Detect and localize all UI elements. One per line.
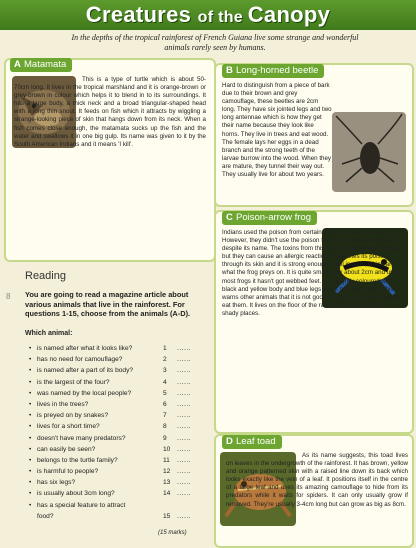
question-row <box>25 477 210 488</box>
question-text: has a special feature to attract <box>37 501 126 509</box>
title-word-canopy: Canopy <box>247 2 331 27</box>
question-row <box>25 377 210 388</box>
section-name: Leaf toad <box>236 436 276 447</box>
question-text: food? <box>37 512 54 520</box>
answer-blank[interactable]: ...... <box>177 356 191 364</box>
question-row <box>25 444 210 455</box>
answer-blank[interactable]: ...... <box>177 389 191 397</box>
question-text: is usually about 3cm long? <box>37 490 115 498</box>
bullet: • <box>29 423 32 431</box>
bullet: • <box>29 367 32 375</box>
question-number: 10 <box>163 445 171 453</box>
question-row <box>25 410 210 421</box>
section-name: Poison-arrow frog <box>236 212 311 223</box>
section-a-text: This is a type of turtle which is about 50-70cm long. It lives in the tropical marshland and it is orange-brown or grey-brown in colour which helps it to blend in to its surroundings. It has a large body, a thick neck and a broad triangular-shaped head with a long thin snout. It feeds on fish which it attracts by wiggling a strange-looking piece of skin that hangs down from its neck. When a fish comes close enough, the matamata sucks up the fish and the water and swallows it in one big gulp. Its name was given to it by the South American Indians and it means 'I kill'. <box>14 76 206 148</box>
title-banner <box>0 0 416 30</box>
section-name: Long-horned beetle <box>236 65 319 76</box>
question-number: 8 <box>163 423 167 431</box>
bullet: • <box>29 345 32 352</box>
marks-label: (15 marks) <box>158 530 187 536</box>
question-text: is preyed on by snakes? <box>37 412 109 420</box>
question-text: can easily be seen? <box>37 445 96 453</box>
question-row <box>25 511 210 522</box>
section-d-text: As its name suggests, this toad lives on leaves in the undergrowth of the rainforest. It has brown, yellow and orange patterned skin with a raised line down its back which looks exactly like the vein of a leaf. It positions itself in the centre of a large leaf and uses its amazing camouflage to hide from its predators while it waits for spiders. It can only usually grow if removed. They're usually 3-4cm long but can grow as big as 8cm. <box>226 452 408 508</box>
answer-blank[interactable]: ...... <box>177 512 191 520</box>
question-row <box>25 466 210 477</box>
bullet: • <box>29 356 32 364</box>
bullet: • <box>29 389 32 397</box>
question-row <box>25 399 210 410</box>
question-number: 7 <box>163 412 167 420</box>
section-d-header <box>222 435 282 449</box>
question-text: is the largest of the four? <box>37 378 110 386</box>
question-text: was named by the local people? <box>37 389 132 397</box>
question-row <box>25 365 210 376</box>
bullet: • <box>29 445 32 453</box>
section-a-header <box>10 58 72 72</box>
reading-instructions: You are going to read a magazine article about various animals that live in the rainforest. For questions 1-15, choose from the animals (A-D). <box>25 290 191 318</box>
intro-text: In the depths of the tropical rainforest of French Guiana live some strange and wonderful animals rarely seen by humans. <box>71 33 359 52</box>
bullet: • <box>29 490 32 498</box>
question-number: 3 <box>163 367 167 375</box>
section-letter: D <box>226 436 233 447</box>
bullet: • <box>29 456 32 464</box>
question-text: belongs to the turtle family? <box>37 456 118 464</box>
question-row <box>25 388 210 399</box>
section-c-text: Indians used the poison from certain frogs to tip their arrows. However, they didn't use the poison from this particular species despite its name. The toxins from this frog are not actually deadly, but they can cause an allergic reaction. It secretes its poison through its skin and it is strong enough to kill insects, which are what the frog preys on. It is quite small, only about 2cm and unlike most frogs it hasn't got webbed feet. It is brightly coloured with a black and yellow body and blue legs and it has shiny skin. This warns other animals that it is not good to eat so very few animals eat them. It lives on the floor of the rainforest and likes moist, shady places. <box>222 229 403 317</box>
bullet: • <box>29 400 32 408</box>
answer-blank[interactable]: ...... <box>177 345 191 352</box>
question-row <box>25 500 210 511</box>
answer-blank[interactable]: ...... <box>177 456 191 464</box>
answer-blank[interactable]: ...... <box>177 479 191 487</box>
section-b-header <box>222 64 324 78</box>
question-number: 14 <box>163 490 171 498</box>
answer-blank[interactable]: ...... <box>177 367 191 375</box>
bullet: • <box>29 412 32 420</box>
question-number: 5 <box>163 389 167 397</box>
question-row <box>25 343 210 354</box>
question-number: 4 <box>163 378 167 386</box>
page-title <box>0 0 416 33</box>
question-number: 2 <box>163 356 167 364</box>
question-row <box>25 433 210 444</box>
bullet: • <box>29 378 32 386</box>
section-letter: C <box>226 212 233 223</box>
answer-blank[interactable]: ...... <box>177 468 191 476</box>
reading-title: Reading <box>25 270 66 282</box>
section-letter: A <box>14 59 21 70</box>
bullet: • <box>29 501 32 509</box>
question-row <box>25 421 210 432</box>
side-page-number: 8 <box>6 292 11 301</box>
question-number: 6 <box>163 400 167 408</box>
answer-blank[interactable]: ...... <box>177 400 191 408</box>
bullet: • <box>29 434 32 442</box>
question-text: is named after what it looks like? <box>37 345 133 352</box>
question-text: doesn't have many predators? <box>37 434 126 442</box>
answer-blank[interactable]: ...... <box>177 423 191 431</box>
answer-blank[interactable]: ...... <box>177 490 191 498</box>
question-number: 15 <box>163 512 171 520</box>
section-b-text: Hard to distinguish from a piece of bark due to their brown and grey camouflage, these beetles are 2cm long. They have six jointed legs and two long antennae which is how they get their name because they look like horns. They live in trees and eat wood. The female lays her eggs in a dead branch and the strong teeth of the larvae burrow into the wood. When they are mature, they tunnel their way out. They usually live for about two years. <box>222 82 332 179</box>
section-name: Matamata <box>24 59 67 70</box>
question-row <box>25 455 210 466</box>
question-text: lives in the trees? <box>37 400 89 408</box>
question-number: 12 <box>163 468 171 476</box>
question-number: 13 <box>163 479 171 487</box>
beetle-photo <box>332 112 406 192</box>
question-row <box>25 488 210 499</box>
question-heading: Which animal: <box>25 330 73 337</box>
question-number: 9 <box>163 434 167 442</box>
question-number: 11 <box>163 456 170 464</box>
question-text: has no need for camouflage? <box>37 356 123 364</box>
question-text: is named after a part of its body? <box>37 367 134 375</box>
question-number: 1 <box>163 345 167 352</box>
title-word-creatures: Creatures <box>85 2 198 27</box>
section-letter: B <box>226 65 233 76</box>
title-word-of-the: of the <box>197 9 248 26</box>
answer-blank[interactable]: ...... <box>177 445 191 453</box>
bullet: • <box>29 479 32 487</box>
answer-blank[interactable]: ...... <box>177 378 191 386</box>
section-c-header <box>222 211 317 225</box>
answer-blank[interactable]: ...... <box>177 412 191 420</box>
question-row <box>25 354 210 365</box>
question-text: is harmful to people? <box>37 468 99 476</box>
question-text: lives for a short time? <box>37 423 100 431</box>
question-list <box>25 343 210 522</box>
answer-blank[interactable]: ...... <box>177 434 191 442</box>
bullet: • <box>29 468 32 476</box>
question-text: has six legs? <box>37 479 76 487</box>
